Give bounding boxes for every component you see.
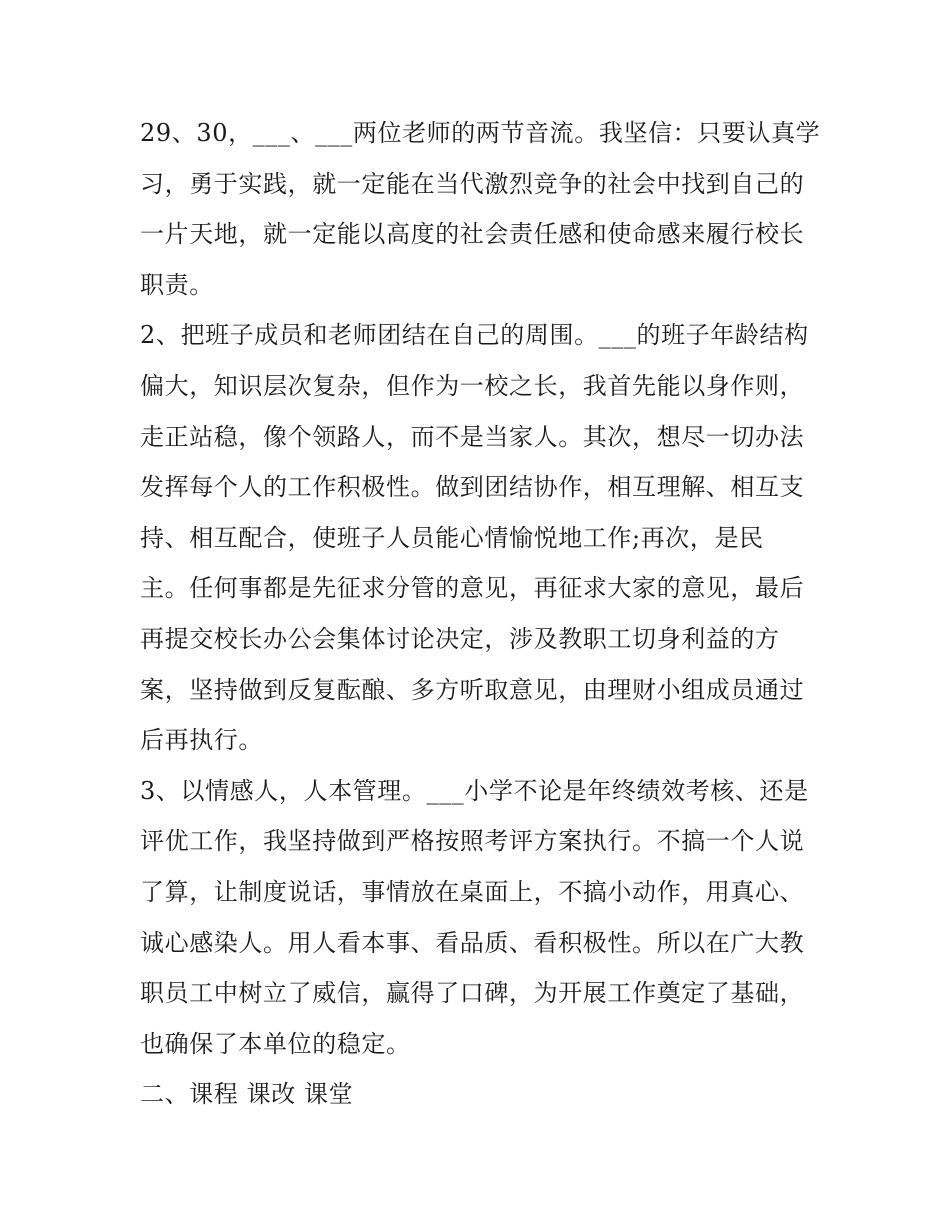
text-line: 2、把班子成员和老师团结在自己的周围。___的班子年龄结构: [140, 321, 809, 350]
text-line: 再提交校长办公会集体讨论决定，涉及教职工切身利益的方: [140, 624, 780, 653]
text-line: 3、以情感人，人本管理。___小学不论是年终绩效考核、还是: [140, 776, 809, 805]
text-line: 一片天地，就一定能以高度的社会责任感和使命感来履行校长: [140, 220, 805, 249]
text-line: 诚心感染人。用人看本事、看品质、看积极性。所以在广大教: [140, 928, 805, 957]
document-body: [140, 108, 820, 1120]
text-line: 后再执行。: [140, 726, 263, 755]
text-line: 职员工中树立了威信，赢得了口碑，为开展工作奠定了基础，: [140, 979, 805, 1008]
text-line: 习，勇于实践，就一定能在当代激烈竞争的社会中找到自己的: [140, 169, 805, 198]
text-line: 偏大，知识层次复杂，但作为一校之长，我首先能以身作则，: [140, 371, 805, 400]
text-line: 发挥每个人的工作积极性。做到团结协作，相互理解、相互支: [140, 473, 805, 502]
text-line: 也确保了本单位的稳定。: [140, 1029, 411, 1058]
text-line: 了算，让制度说话，事情放在桌面上，不搞小动作，用真心、: [140, 877, 805, 906]
text-line: 走正站稳，像个领路人，而不是当家人。其次，想尽一切办法: [140, 422, 805, 451]
text-line: 持、相互配合，使班子人员能心情愉悦地工作;再次，是民: [140, 523, 764, 552]
text-line: 案，坚持做到反复酝酿、多方听取意见，由理财小组成员通过: [140, 675, 805, 704]
text-line: 评优工作，我坚持做到严格按照考评方案执行。不搞一个人说: [140, 827, 805, 856]
text-line: 29、30，___、___两位老师的两节音流。我坚信：只要认真学: [140, 119, 821, 147]
text-line: 主。任何事都是先征求分管的意见，再征求大家的意见，最后: [140, 574, 805, 603]
text-line: 职责。: [140, 270, 214, 299]
section-heading: 二、课程 课改 课堂: [140, 1080, 354, 1109]
